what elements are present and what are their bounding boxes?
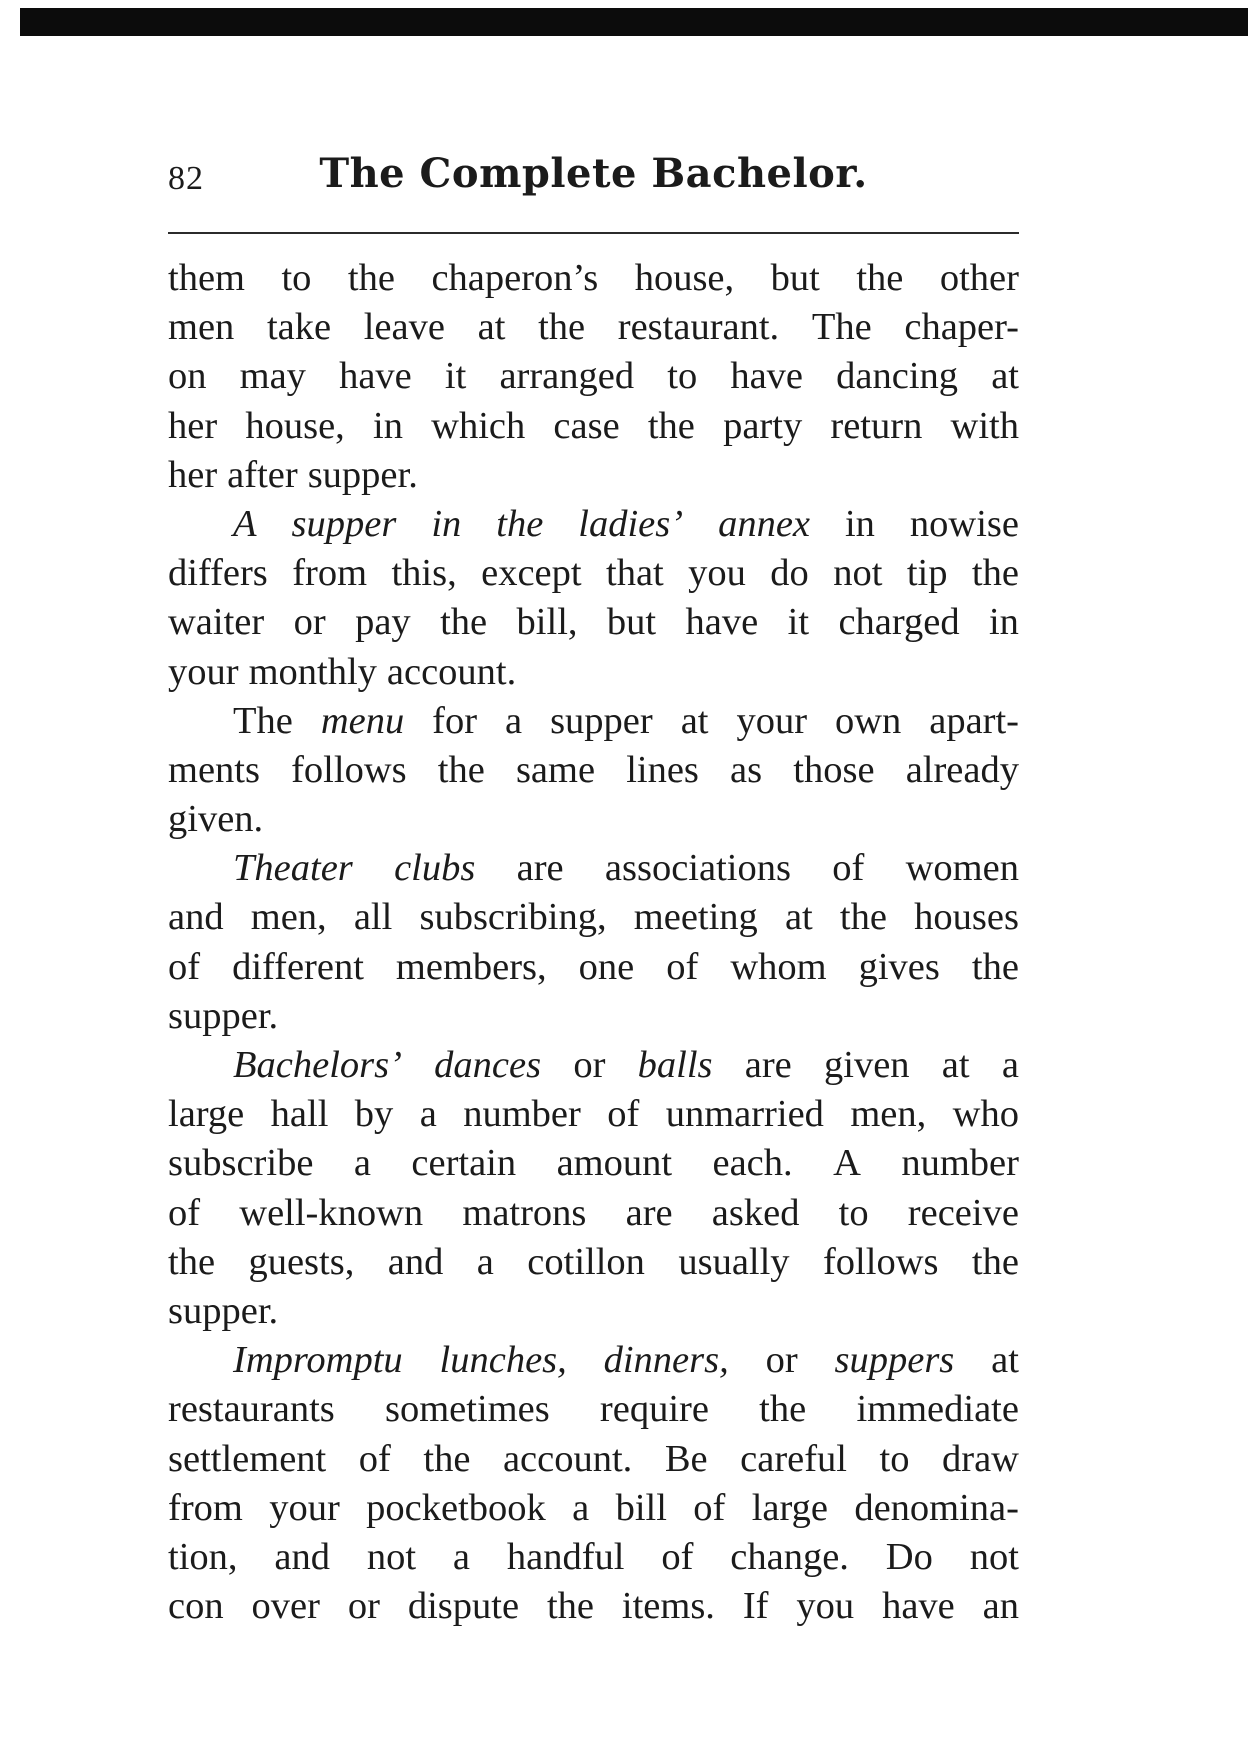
word: restaurants bbox=[168, 1388, 335, 1431]
word: menu bbox=[320, 699, 405, 742]
word: it bbox=[787, 601, 810, 644]
word: have bbox=[882, 1585, 955, 1628]
word: not bbox=[366, 1535, 417, 1578]
word: subscribe bbox=[168, 1142, 314, 1185]
word: arranged bbox=[499, 355, 635, 398]
word: of bbox=[607, 1093, 640, 1136]
text-line bbox=[168, 992, 1019, 1041]
word: and bbox=[168, 896, 224, 939]
word: unmarried bbox=[665, 1093, 824, 1136]
text-line bbox=[168, 1385, 1019, 1434]
word: or bbox=[573, 1044, 606, 1086]
word: the bbox=[437, 748, 485, 791]
text-line bbox=[168, 943, 1019, 992]
word: items. bbox=[621, 1585, 715, 1628]
word: A bbox=[233, 502, 257, 545]
word: different bbox=[232, 945, 364, 988]
word: to bbox=[667, 355, 698, 398]
text-line bbox=[168, 648, 1019, 697]
text-line bbox=[168, 746, 1019, 795]
word: not bbox=[969, 1535, 1019, 1578]
word: pay bbox=[355, 601, 411, 644]
word: at bbox=[477, 306, 506, 349]
word: dancing bbox=[836, 355, 959, 398]
word: the bbox=[971, 552, 1019, 595]
word: in bbox=[373, 404, 403, 447]
word: or bbox=[347, 1585, 380, 1628]
text-line bbox=[168, 893, 1019, 942]
word: who bbox=[952, 1093, 1019, 1136]
word: chaper- bbox=[904, 306, 1019, 349]
word: the bbox=[440, 601, 488, 644]
header-rule bbox=[168, 232, 1019, 234]
word: those bbox=[793, 748, 875, 791]
word: matrons bbox=[462, 1191, 587, 1234]
word: given. bbox=[168, 798, 264, 841]
word: or bbox=[765, 1339, 798, 1382]
text-line bbox=[168, 1139, 1019, 1188]
word: Be bbox=[664, 1437, 708, 1480]
word: you bbox=[796, 1585, 855, 1628]
word: but bbox=[606, 601, 657, 644]
word: have bbox=[730, 355, 804, 398]
word: of bbox=[661, 1535, 694, 1578]
word: have bbox=[339, 355, 412, 398]
word: lines bbox=[626, 748, 699, 791]
word: immediate bbox=[856, 1388, 1019, 1431]
word: asked bbox=[711, 1191, 800, 1234]
word: number bbox=[463, 1093, 581, 1136]
text-line bbox=[168, 352, 1019, 401]
word: in bbox=[844, 502, 875, 545]
word: your bbox=[736, 699, 808, 742]
word: amount bbox=[556, 1142, 673, 1185]
word: supper. bbox=[168, 994, 279, 1037]
word: meeting bbox=[633, 896, 758, 939]
word: it bbox=[444, 355, 467, 398]
word: your bbox=[269, 1486, 340, 1529]
word: one bbox=[578, 945, 635, 988]
word: supper. bbox=[168, 1289, 279, 1332]
word: are bbox=[516, 847, 564, 890]
text-line bbox=[168, 844, 1019, 893]
word: them bbox=[168, 257, 245, 299]
word: in bbox=[988, 601, 1019, 644]
word: of bbox=[168, 945, 201, 988]
word: waiter bbox=[168, 601, 265, 644]
text-line bbox=[168, 1238, 1019, 1287]
word: house, bbox=[634, 257, 735, 299]
word: dinners, bbox=[603, 1339, 729, 1382]
word: return bbox=[830, 404, 923, 447]
word: draw bbox=[942, 1437, 1019, 1480]
word: men, bbox=[850, 1093, 927, 1136]
word: supper. bbox=[307, 453, 418, 496]
word: differs bbox=[168, 552, 268, 595]
word: guests, bbox=[248, 1240, 355, 1283]
word: an bbox=[982, 1585, 1019, 1628]
word: clubs bbox=[394, 847, 476, 890]
word: at bbox=[680, 699, 709, 742]
word: dances bbox=[434, 1044, 542, 1086]
word: in bbox=[431, 502, 462, 545]
word: The bbox=[811, 306, 872, 349]
word: but bbox=[770, 257, 820, 299]
word: ladies’ bbox=[578, 502, 684, 545]
word: the bbox=[347, 257, 395, 299]
word: do bbox=[770, 552, 809, 595]
text-line bbox=[168, 1435, 1019, 1484]
word: the bbox=[546, 1585, 594, 1628]
word: by bbox=[354, 1093, 394, 1136]
text-line bbox=[168, 549, 1019, 598]
word: supper bbox=[291, 502, 397, 545]
word: follows bbox=[822, 1240, 939, 1283]
word: bill bbox=[615, 1486, 667, 1529]
word: account. bbox=[386, 650, 517, 693]
word: the bbox=[971, 945, 1019, 988]
word: nowise bbox=[909, 502, 1019, 545]
word: have bbox=[685, 601, 759, 644]
word: with bbox=[950, 404, 1019, 447]
word: whom bbox=[730, 945, 827, 988]
text-line bbox=[168, 1189, 1019, 1238]
word: tion, bbox=[168, 1535, 238, 1578]
word: men bbox=[168, 306, 235, 349]
word: restaurant. bbox=[617, 306, 780, 349]
word: balls bbox=[637, 1044, 713, 1086]
word: the bbox=[856, 257, 904, 299]
word: as bbox=[730, 748, 763, 791]
word: a bbox=[353, 1142, 371, 1185]
word: are bbox=[625, 1191, 673, 1234]
word: at bbox=[784, 896, 813, 939]
word: receive bbox=[907, 1191, 1019, 1234]
word: require bbox=[599, 1388, 709, 1431]
text-line bbox=[168, 1533, 1019, 1582]
word: the bbox=[538, 306, 586, 349]
word: of bbox=[693, 1486, 726, 1529]
word: the bbox=[839, 896, 887, 939]
word: over bbox=[251, 1585, 320, 1628]
word: the bbox=[168, 1240, 216, 1283]
word: at bbox=[991, 355, 1019, 398]
word: gives bbox=[858, 945, 940, 988]
page-number: 82 bbox=[168, 160, 204, 197]
word: suppers bbox=[834, 1339, 955, 1382]
word: this, bbox=[391, 552, 457, 595]
word: the bbox=[496, 502, 544, 545]
word: on bbox=[168, 355, 207, 398]
word: a bbox=[572, 1486, 590, 1529]
word: number bbox=[901, 1142, 1019, 1185]
word: supper bbox=[550, 699, 653, 742]
word: men, bbox=[250, 896, 327, 939]
word: a bbox=[452, 1535, 470, 1578]
word: subscribing, bbox=[419, 896, 607, 939]
word: certain bbox=[411, 1142, 517, 1185]
word: well-known bbox=[239, 1191, 424, 1234]
word: the bbox=[423, 1437, 471, 1480]
word: take bbox=[266, 306, 332, 349]
text-line bbox=[168, 1336, 1019, 1385]
word: that bbox=[606, 552, 664, 595]
word: Bachelors’ bbox=[233, 1044, 402, 1086]
word: cotillon bbox=[527, 1240, 645, 1283]
word: house, bbox=[245, 404, 345, 447]
word: you bbox=[688, 552, 746, 595]
text-line bbox=[168, 1484, 1019, 1533]
word: to bbox=[838, 1191, 869, 1234]
word: members, bbox=[395, 945, 547, 988]
text-line bbox=[168, 254, 1019, 303]
scan-top-edge-bar bbox=[20, 8, 1248, 36]
text-line bbox=[168, 402, 1019, 451]
word: denomina- bbox=[854, 1486, 1019, 1529]
word: are bbox=[744, 1044, 792, 1086]
word: careful bbox=[740, 1437, 847, 1480]
text-line bbox=[168, 303, 1019, 352]
word: own bbox=[834, 699, 902, 742]
text-line bbox=[168, 1287, 1019, 1336]
word: from bbox=[168, 1486, 243, 1529]
word: a bbox=[1001, 1044, 1019, 1086]
text-line bbox=[168, 795, 1019, 844]
text-line bbox=[168, 697, 1019, 746]
word: your bbox=[168, 650, 239, 693]
word: party bbox=[723, 404, 803, 447]
word: women bbox=[905, 847, 1019, 890]
word: The bbox=[233, 699, 293, 742]
word: of bbox=[666, 945, 699, 988]
word: a bbox=[505, 699, 523, 742]
text-line bbox=[168, 598, 1019, 647]
word: and bbox=[387, 1240, 444, 1283]
word: dispute bbox=[407, 1585, 520, 1628]
running-title: The Complete Bachelor. bbox=[319, 150, 868, 197]
word: of bbox=[168, 1191, 201, 1234]
word: to bbox=[879, 1437, 910, 1480]
word: already bbox=[905, 748, 1019, 791]
word: her bbox=[168, 453, 218, 496]
word: If bbox=[742, 1585, 769, 1628]
word: which bbox=[431, 404, 526, 447]
word: associations bbox=[604, 847, 791, 890]
word: the bbox=[647, 404, 695, 447]
word: from bbox=[292, 552, 368, 595]
word: handful bbox=[506, 1535, 625, 1578]
word: bill, bbox=[516, 601, 578, 644]
word: not bbox=[833, 552, 883, 595]
word: given bbox=[824, 1044, 910, 1086]
word: follows bbox=[291, 748, 407, 791]
word: lunches, bbox=[439, 1339, 567, 1382]
word: same bbox=[515, 748, 596, 791]
page-header bbox=[168, 150, 1019, 212]
word: of bbox=[358, 1437, 391, 1480]
word: a bbox=[476, 1240, 494, 1283]
word: each. bbox=[712, 1142, 793, 1185]
word: monthly bbox=[248, 650, 377, 693]
text-line bbox=[168, 1090, 1019, 1139]
word: settlement bbox=[168, 1437, 327, 1480]
word: A bbox=[833, 1142, 861, 1185]
word: Theater bbox=[233, 847, 353, 890]
word: houses bbox=[914, 896, 1019, 939]
word: con bbox=[168, 1585, 224, 1628]
text-line bbox=[168, 1582, 1019, 1631]
word: large bbox=[751, 1486, 828, 1529]
word: charged bbox=[838, 601, 960, 644]
word: ments bbox=[168, 748, 260, 791]
text-line bbox=[168, 451, 1019, 500]
word: case bbox=[553, 404, 620, 447]
word: other bbox=[939, 257, 1019, 299]
word: the bbox=[971, 1240, 1019, 1283]
word: at bbox=[991, 1339, 1019, 1382]
word: apart- bbox=[929, 699, 1019, 742]
word: Impromptu bbox=[233, 1339, 403, 1382]
word: usually bbox=[678, 1240, 790, 1283]
word: large bbox=[168, 1093, 245, 1136]
word: account. bbox=[502, 1437, 633, 1480]
body-text bbox=[168, 254, 1019, 1631]
word: sometimes bbox=[385, 1388, 550, 1431]
word: for bbox=[432, 699, 478, 742]
word: a bbox=[419, 1093, 437, 1136]
word: except bbox=[481, 552, 582, 595]
word: at bbox=[941, 1044, 970, 1086]
word: of bbox=[832, 847, 865, 890]
word: may bbox=[239, 355, 306, 398]
text-line bbox=[168, 1041, 1019, 1090]
word: to bbox=[281, 257, 312, 299]
word: all bbox=[353, 896, 393, 939]
word: leave bbox=[363, 306, 445, 349]
text-line bbox=[168, 500, 1019, 549]
word: annex bbox=[718, 502, 810, 545]
word: the bbox=[759, 1388, 807, 1431]
word: chaperon’s bbox=[431, 257, 599, 299]
word: or bbox=[293, 601, 326, 644]
word: hall bbox=[270, 1093, 329, 1136]
word: and bbox=[274, 1535, 330, 1578]
word: change. bbox=[730, 1535, 849, 1578]
word: pocketbook bbox=[366, 1486, 546, 1529]
word: her bbox=[168, 404, 218, 447]
word: Do bbox=[885, 1535, 933, 1578]
word: after bbox=[227, 453, 298, 496]
word: tip bbox=[906, 552, 948, 595]
